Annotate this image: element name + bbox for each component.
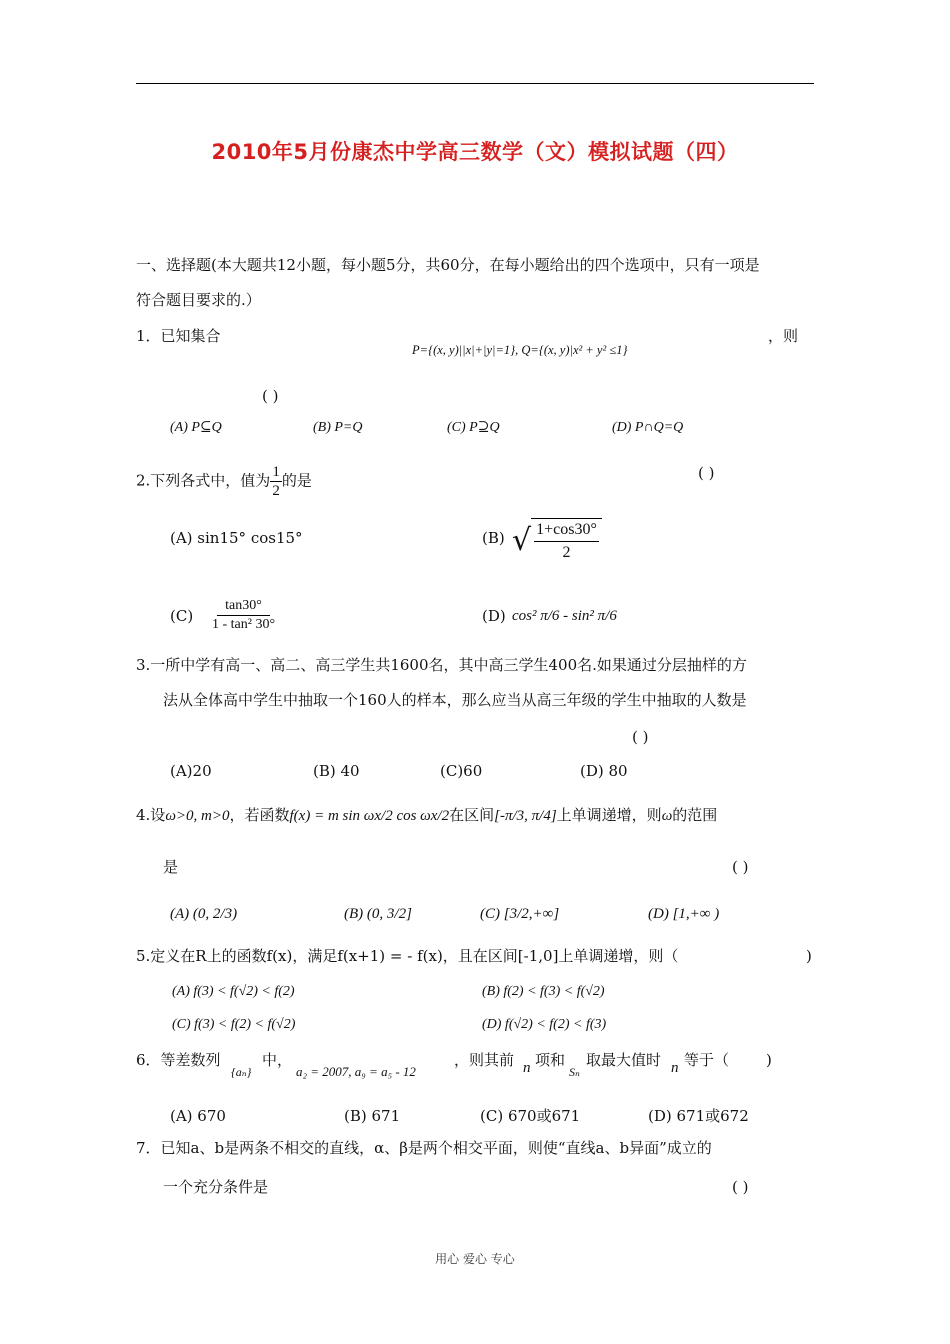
q2-option-b-label: (B) — [482, 529, 505, 547]
header-rule — [136, 83, 814, 84]
q7-line1: 7．已知a、b是两条不相交的直线，α、β是两个相交平面，则使“直线a、b异面”成立的 — [136, 1139, 712, 1157]
q2-option-a: (A) sin15° cos15° — [170, 529, 303, 547]
q5-option-b: (B) f(2) < f(3) < f(√2) — [482, 984, 605, 999]
q6-sequence: {aₙ} — [231, 1065, 252, 1079]
q4-condition: ω>0, m>0 — [165, 808, 230, 824]
q2-option-c-numerator: tan30° — [217, 597, 270, 616]
q6-stem-a: 6．等差数列 — [136, 1051, 221, 1069]
q6-option-d: (D) 671或672 — [648, 1107, 749, 1125]
q4-option-d: (D) [1,+∞ ) — [648, 906, 720, 922]
q4-stem — [136, 805, 717, 826]
q4-stem-d: 上单调递增，则 — [556, 806, 662, 824]
q7-answer-paren: ( ) — [732, 1178, 749, 1196]
q4-option-c: (C) [3/2,+∞] — [480, 906, 560, 922]
q4-answer-paren: ( ) — [732, 858, 749, 876]
q2-option-b-fraction — [531, 518, 602, 564]
q2-option-b-denominator: 2 — [562, 544, 571, 561]
section-header-line1: 一、选择题(本大题共12小题，每小题5分，共60分，在每小题给出的四个选项中，只有一项是 — [136, 256, 760, 274]
q3-option-c: (C)60 — [440, 762, 483, 780]
q5-stem: 5.定义在R上的函数f(x)，满足f(x+1) = - f(x)，且在区间[-1,0]上单调递增，则（ — [136, 947, 679, 965]
q5-option-c: (C) f(3) < f(2) < f(√2) — [172, 1017, 296, 1032]
q4-omega: ω — [661, 808, 673, 824]
q4-stem-c: 在区间 — [449, 806, 495, 824]
q2-option-b-radical — [512, 518, 602, 564]
q3-option-d: (D) 80 — [580, 762, 628, 780]
q3-option-a: (A)20 — [170, 762, 212, 780]
q1-suffix: ，则 — [768, 327, 799, 345]
q6-option-a: (A) 670 — [170, 1107, 226, 1125]
q2-option-d-label: (D) — [482, 607, 506, 625]
q3-line1: 3.一所中学有高一、高二、高三学生共1600名，其中高三学生400名.如果通过分层抽样的方 — [136, 656, 747, 674]
q2-option-c-denominator: 1 - tan² 30° — [212, 617, 276, 632]
q2-option-c-fraction — [210, 597, 277, 634]
q3-line2: 法从全体高中学生中抽取一个160人的样本，那么应当从高三年级的学生中抽取的人数是 — [163, 691, 747, 709]
q4-interval: [-π/3, π/4] — [494, 808, 557, 824]
q1-option-a: (A) P⊆Q — [170, 420, 222, 435]
q6-sn: Sₙ — [569, 1065, 580, 1079]
q6-n2: n — [671, 1060, 679, 1076]
q7-line2: 一个充分条件是 — [163, 1178, 269, 1196]
q2-stem-a: 2.下列各式中，值为 — [136, 471, 271, 490]
q6-option-c: (C) 670或671 — [480, 1107, 581, 1125]
q4-line2: 是 — [163, 858, 179, 876]
q1-answer-paren: ( ) — [262, 387, 279, 405]
q4-stem-a: 4.设 — [136, 806, 166, 824]
q4-option-a: (A) (0, 2/3) — [170, 906, 238, 922]
q1-option-b: (B) P=Q — [313, 420, 363, 435]
q6-paren-end: ) — [766, 1051, 772, 1069]
page-title: 2010年5月份康杰中学高三数学（文）模拟试题（四） — [211, 140, 739, 164]
q5-option-a: (A) f(3) < f(√2) < f(2) — [172, 984, 295, 999]
q2-option-c-expression — [210, 597, 277, 634]
q5-paren-end: ) — [806, 947, 812, 965]
q2-option-d-expression: cos² π/6 - sin² π/6 — [512, 608, 617, 624]
q6-stem-d: 项和 — [535, 1051, 566, 1069]
q5-option-d: (D) f(√2) < f(2) < f(3) — [482, 1017, 607, 1032]
q2-stem — [136, 463, 312, 500]
q6-option-b: (B) 671 — [344, 1107, 401, 1125]
q6-stem-c: ，则其前 — [454, 1051, 515, 1069]
q2-stem-b: 的是 — [281, 471, 312, 490]
page-footer: 用心 爱心 专心 — [435, 1252, 515, 1266]
q2-half-denominator: 2 — [272, 483, 280, 499]
q1-option-d: (D) P∩Q=Q — [612, 420, 684, 435]
q1-set-expression: P={(x, y)||x|+|y|=1}, Q={(x, y)|x² + y² ≤1} — [412, 343, 628, 357]
q6-stem-e: 取最大值时 — [586, 1051, 662, 1069]
q2-answer-paren: ( ) — [698, 464, 715, 482]
q3-option-b: (B) 40 — [313, 762, 360, 780]
q4-stem-e: 的范围 — [672, 806, 718, 824]
q6-n1: n — [523, 1060, 531, 1076]
q4-option-b: (B) (0, 3/2] — [344, 906, 412, 922]
section-header-line2: 符合题目要求的.） — [136, 291, 261, 309]
q6-condition: a₂ = 2007, a₉ = a₅ - 12 — [296, 1064, 416, 1079]
q2-option-b-numerator: 1+cos30° — [534, 519, 599, 542]
q4-stem-b: ，若函数 — [229, 806, 290, 824]
radical-sign-icon: √ — [512, 523, 532, 558]
q2-half-numerator: 1 — [272, 464, 280, 480]
q6-stem-b: 中， — [262, 1051, 293, 1069]
q2-option-b-expression — [512, 518, 602, 564]
q3-answer-paren: ( ) — [632, 728, 649, 746]
q6-stem-f: 等于（ — [684, 1051, 730, 1069]
q2-option-c-label: (C) — [170, 607, 194, 625]
q4-function: f(x) = m sin ωx/2 cos ωx/2 — [289, 808, 450, 824]
q1-stem: 1．已知集合 — [136, 327, 221, 345]
q2-half-fraction — [270, 463, 282, 500]
q1-option-c: (C) P⊇Q — [447, 420, 500, 435]
